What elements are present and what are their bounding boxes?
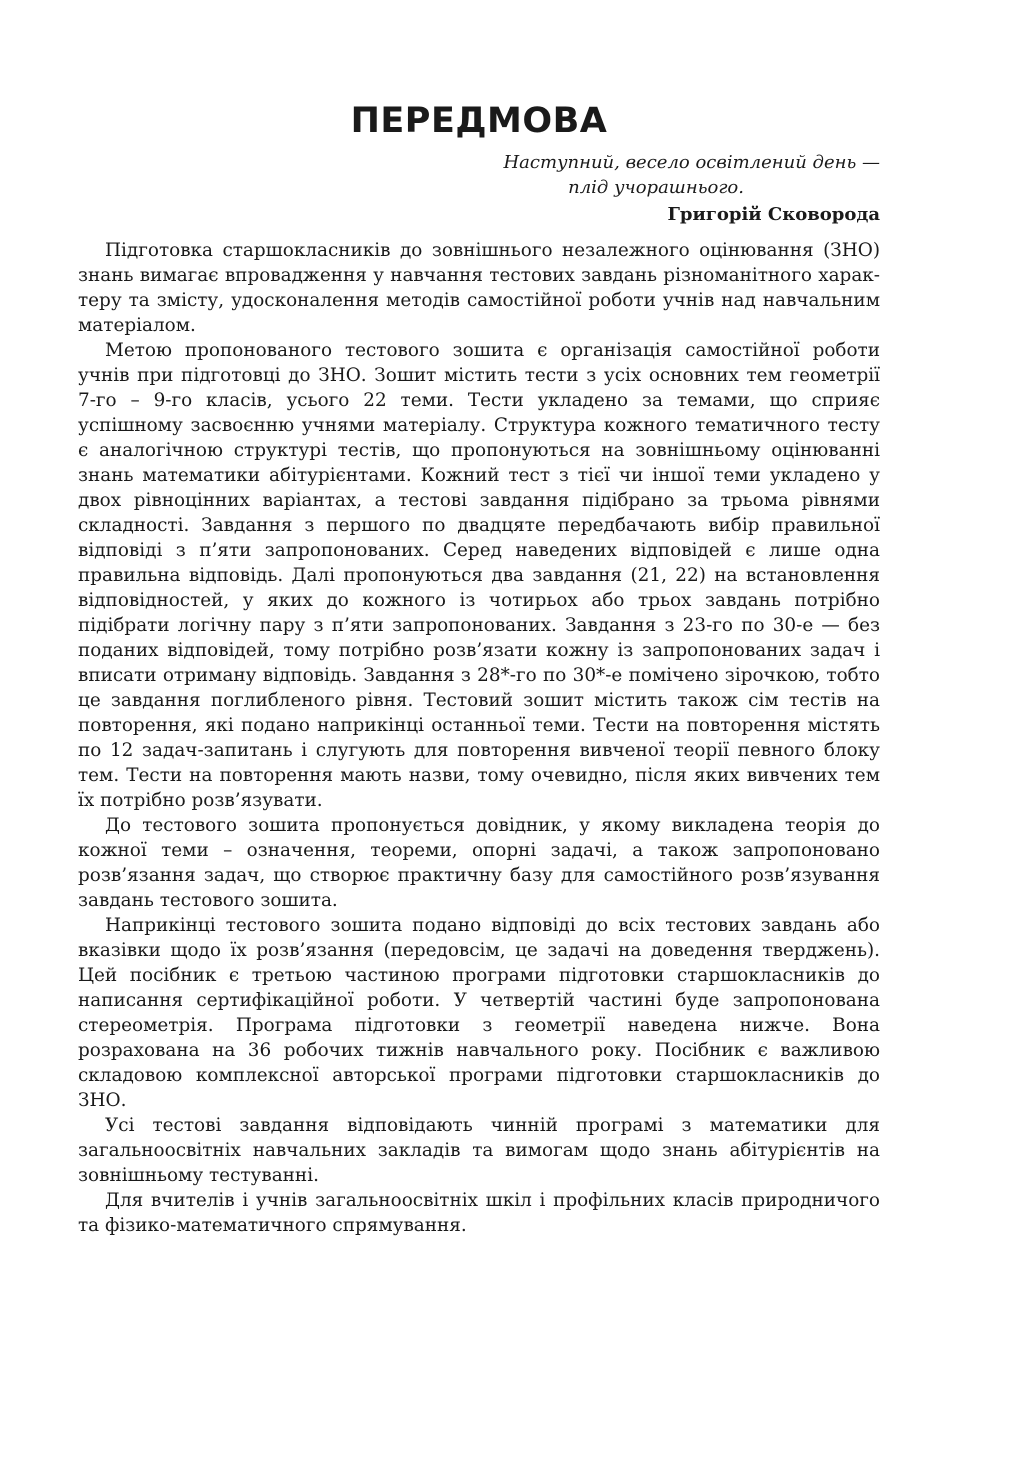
paragraph: Для вчителів і учнів загальноосвітніх шкіл і профільних класів природничого та фізико-математичного спрямування. <box>78 1190 880 1236</box>
paragraph: Підготовка старшокласників до зовнішнього незалежного оцінювання (ЗНО) знань вимагає впровадження у навчання тестових завдань різноманітного характеру та змісту, удосконалення методів самостійної роботи учнів над навчальним матеріалом. <box>78 240 880 336</box>
epigraph-author: Григорій Сковорода <box>667 204 880 225</box>
epigraph-quote-line-2: плід учорашнього. <box>568 177 744 198</box>
preface-body <box>78 238 880 1238</box>
epigraph-quote-line-1: Наступний, весело освітлений день — <box>503 152 880 173</box>
paragraph: Наприкінці тестового зошита подано відповіді до всіх тестових завдань або вказівки щодо їх розв’язання (передовсім, це задачі на доведення тверджень). Цей посібник є третьою частиною програми підготовки старшокласників до написання сертифікаційної роботи. У четвертій частині буде запропонована стереометрія. Програма підготовки з геометрії наведена нижче. Вона розрахована на 36 робочих тижнів навчального року. Посібник є важливою складовою комплексної авторської програми підготовки старшокласників до ЗНО. <box>78 915 880 1111</box>
paragraph: Метою пропонованого тестового зошита є організація самостійної роботи учнів при підготовці до ЗНО. Зошит містить тести з усіх основних тем геометрії 7-го – 9-го класів, усього 22 теми. Тести укладено за темами, що сприяє успішному засвоєнню учнями матеріалу. Структура кожного тематичного тесту є аналогічною структурі тестів, що пропонуються на зовнішньому оцінюванні знань математики абітурієнтами. Кожний тест з тієї чи іншої теми укладено у двох рівноцінних варіантах, а тестові завдання підібрано за трьома рівнями складності. Завдання з першого по двадцяте передбачають вибір правильної відповіді з п’яти запропонованих. Серед наведених відповідей є лише одна правильна відповідь. Далі пропонуються два завдання (21, 22) на встановлення відповідностей, у яких до кожного із чотирьох або трьох завдань потрібно підібрати логічну пару з п’яти запропонованих. Завдання з 23-го по 30-е — без поданих відповідей, тому потрібно розв’язати кожну із запропонованих задач і вписати отриману відповідь. Завдання з 28*-го по 30*-е помічено зірочкою, тобто це завдання поглибленого рівня. Тестовий зошит містить також сім тестів на повторення, які подано наприкінці останньої теми. Тести на повторення містять по 12 задач-запитань і слугують для повторення вивченої теорії певного блоку тем. Тести на повторення мають назви, тому очевидно, після яких вивчених тем їх потрібно розв’язувати. <box>78 340 880 811</box>
paragraph: Усі тестові завдання відповідають чинній програмі з математики для загальноосвітніх навчальних закладів та вимогам щодо знань абітурієнтів на зовнішньому тестуванні. <box>78 1115 880 1186</box>
paragraph: До тестового зошита пропонується довідник, у якому викладена теорія до кожної теми – означення, теореми, опорні задачі, а також запропоновано розв’язання задач, що створює практичну базу для самостійного розв’язування завдань тестового зошита. <box>78 815 880 911</box>
page-title: ПЕРЕДМОВА <box>350 101 608 141</box>
epigraph <box>300 150 880 227</box>
